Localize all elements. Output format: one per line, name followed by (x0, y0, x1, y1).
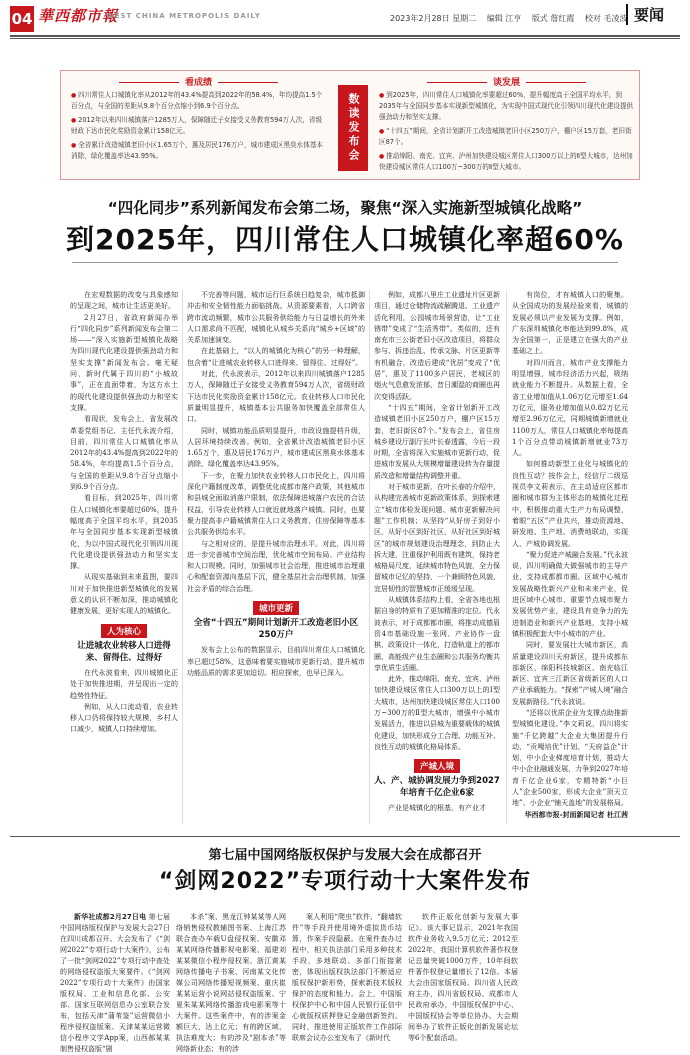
masthead-rule-thin (10, 38, 680, 39)
column-divider (369, 290, 370, 824)
issue-date: 2023年2月28日 星期二 (390, 14, 477, 23)
paragraph: 看目标，到2025年，四川常住人口城镇化率要超过60%，提升幅度高于全国平均水平，到2035年与全国同步基本实现新型城镇化，为以中国式现代化引领四川现代化建设提供强劲动力和坚实支撑。 (70, 494, 178, 571)
article-column-4 (512, 290, 628, 824)
second-story-column-3 (292, 912, 402, 1046)
paragraph: 例如，从人口流动看，农业转移人口仍将保持较大规模，乡村人口减少，城镇人口持续增加。 (70, 702, 178, 734)
subheading-text: 让进城农业转移人口进得来、留得住、过得好 (77, 640, 171, 663)
subheading-text: 全省“十四五”期间计划新开工改造老旧小区250万户 (193, 618, 359, 641)
paragraph: 2月27日，省政府新闻办举行“四化同步”系列新闻发布会第二场——“深入实施新型城镇化战略 为四川现代化建设提供强劲动力和坚实支撑”新闻发布会。毫无疑问，新时代属于四川的“小城故事”，正在直面带着，为这方水土的现代化建设提供强劲动力和坚实支撑。 (70, 313, 178, 412)
headline-kicker: “四化同步”系列新闻发布会第二场，聚焦“深入实施新型城镇化战略” (107, 199, 583, 217)
paragraph: 不完善等问题，城市运行巨系统日趋复杂，城市抵御冲击和安全韧性能力面临挑战。从资源要素看，人口跨省跨市流动频繁，城市公共服务供给能力与日益增长的外来人口需求尚不匹配，城镇化从城乡关系向“城乡+区域”的关系加速演变。 (187, 291, 365, 345)
paragraph: 对此，代永波表示，2012年以来四川城镇落户1285万人，保障随迁子女接受义务教育594万人次，省级财政下达市民化奖励资金累计158亿元。农业转移人口市民化质量明显提升，城镇基本公共服务加快覆盖全部常住人口。 (187, 370, 365, 424)
paragraph (60, 912, 170, 1055)
subheading-label: 城市更新 (253, 601, 299, 615)
article-column-1 (70, 290, 178, 824)
paper-logo: 華西都市報 (38, 7, 119, 25)
byline: 华西都市报-封面新闻记者 杜江茜 (524, 810, 628, 819)
paragraph: 在代永波看来，四川城镇化正处于加快推进期，并呈现出一定的趋势性特征。 (70, 668, 178, 700)
dateline: 新华社成都2月27日电 (74, 913, 147, 921)
paragraph: 本杀”案、黑龙江钟某某等人网络销售侵权教辅图书案、上海江苏联合查办车载U盘侵权案、安徽邓某某网络传播影视电影案、福建刘某某微信小程序侵权案、浙江黄某网络传播电子书案、河南某文化传媒公司网络传播短视频案、重庆崔某某运营小说网站侵权盗版案、宁夏朱某某网络传播游戏电影案等十大案件。这些案件中，有的涉案金额巨大，达上亿元；有的跨区域，执法难度大；有的涉及“剧本杀”等网络新业态；有的涉 (176, 913, 286, 1053)
column-divider (506, 290, 507, 824)
page-number: 04 (10, 6, 34, 32)
headline-rule (72, 262, 618, 263)
paragraph: 从现实基础到未来蓝图，要四川对于加快推进新型城镇化的发展意义的认识不断加深，推动城镇化健康发展，更好实现人的城镇化。 (70, 573, 178, 616)
main-headline: 到2025年，四川常住人口城镇化率超60% (66, 223, 624, 256)
layout-credit: 版式 詹红霞 (531, 14, 575, 23)
paragraph: “十四五”期间，全省计划新开工改造城镇老旧小区250万户，棚户区15万套，老旧街区87个。”发布会上，省住房城乡建设厅副厅长叶长春透露，今后一段时期，全省将深入实施城市更新行动，促进城市发展从大规模增量建设转为存量提质改造和增量结构调整并重。 (374, 403, 500, 480)
subheading (70, 624, 178, 664)
paragraph: 在此基础上，“以人的城镇化为核心”的另一种理解，包含着“让进城农业转移人口进得来、留得住、过得好”。 (187, 347, 365, 367)
subheading (187, 601, 365, 641)
development-column (379, 75, 634, 176)
paragraph: 此外，推动绵阳、南充、宜宾、泸州加快建设城区常住人口300万以上的Ⅰ型大城市，达州加快建设城区常住人口100万~300万的Ⅱ型大城市，增强中小城市发展活力，推进以县城为重要载体的城镇化建设，加快形成分工合理、功能互补、良性互动的城镇化格局体系。 (374, 675, 500, 751)
second-story-headline: “剑网2022”专项行动十大案件发布 (158, 869, 532, 894)
achievement-item: ● 四川常住人口城镇化率从2012年的43.4%提高到2022年的58.4%，年均提高1.5个百分点，与全国的差距从9.8个百分点缩小到6.9个百分点。 (71, 90, 326, 112)
achievement-item: ● 2012年以来四川城镇落户1285万人，保障随迁子女接受义务教育594万人次，省级财政下达市民化奖励资金累计158亿元。 (71, 115, 326, 137)
paragraph: 产业是城镇化的根基，有产业才 (388, 804, 486, 813)
masthead (0, 0, 690, 46)
data-summary-box (60, 70, 640, 180)
development-heading: 谈发展 (379, 75, 634, 88)
development-item: ● 到2025年，四川常住人口城镇化率要超过60%，提升幅度高于全国平均水平，到2035年与全国同步基本实现新型城镇化，为实现中国式现代化引领四川现代化建设提供强劲动力和坚实支撑。 (379, 90, 634, 123)
article-column-2 (187, 290, 365, 824)
second-story-column-1 (60, 912, 170, 1053)
paragraph: 对四川而言，城市产业支撑能力明显增强，城市经济活力兴起，吸纳就业能力不断提升。从数据上看，全省工业增加值从1.06万亿元增至1.64万亿元，服务业增加值从0.82万亿元增至2.96万亿元，同期城镇新增就业1100万人，常住人口城镇化率每提高1个百分点带动城镇新增就业73万人。 (512, 358, 628, 458)
development-item: ● “十四五”期间，全省计划新开工改造城镇老旧小区250万户，棚户区15万套，老旧街区87个。 (379, 126, 634, 148)
paragraph: 同时，城镇功能品质明显提升，市政设施提档升级，人居环境持续改善。例如，全省累计改造城镇老旧小区1.65万个，惠及居民176万户，城市建成区黑臭水体基本消除，绿化覆盖率达43.95%。 (187, 426, 365, 469)
subheading (374, 759, 500, 799)
paragraph: 发布会上公布的数据显示，目前四川常住人口城镇化率已超过58%，这意味着要实施城市更新行动，提升城市功能品质的需求更加迫切。相应探索，也早已深入。 (187, 646, 365, 677)
paragraph-text: 第七届中国网络版权保护与发展大会27日在四川成都召开。大会发布了《“剑网2022”专项行动十大案件》，公布了一批“剑网2022”专项行动中查处的网络侵权盗版大案要件。《“剑网2022”专项行动十大案件》由国家版权局、工业和信息化部、公安部、国家互联网信息办公室联合发布，包括天津“蒲苇鉴”运营微信小程序侵权盗版案、天津某某运营微信小程序文学App案，山西郝某某制售侵权盗版“剧 (60, 913, 170, 1053)
paragraph: 下一步，在聚力加快农业转移人口市民化上，四川将深化户籍制度改革，调整优化成都市落户政策，其他城市和县城全面取消落户限制，依法保障进城落户农民的合法权益，引导农业转移人口就近就地落户城镇。同时，也要聚力提高非户籍城镇常住人口义务教育、住房保障等基本公共服务供给水平。 (187, 471, 365, 537)
data-briefing-badge: 数读发布会 (338, 85, 368, 171)
paragraph: 案人利用“爬虫”软件、“翻墙软件”等手段并使用境外虚拟货币结算，作案手段隐蔽。在案件查办过程中，相关执法部门采用多种技术手段，多地联动、多部门衔接紧密，体现出版权执法部门不断适应版权保护新形势，探索新技术版权保护的态度和能力。会上，中国版权保护中心和中国人民银行征信中心就版权质押登记金融创新签约。同时，推进使用正版软件工作部际联席会议办公室发布了《新时代 (292, 913, 402, 1042)
article-column-3 (374, 290, 500, 824)
paragraph: 与之相对应的，是提升城市治理水平。对此，四川将进一步完善城市空间治理，优化城市空间布局、产业结构和人口规模。同时，加强城市社会治理，推进城市治理重心和配套资源向基层下沉，健全基层社会治理机制，加强社会矛盾的综合治理。 (187, 539, 365, 593)
paragraph: 软件正版化创新与发展大事记》。该大事记显示，2021年我国软件业务收入9.5万亿元；2012至2022年，我国计算机软件著作权登记总量突破1000万件，10年间软件著作权登记量增长了12倍。本届大会由国家版权局、四川省人民政府主办，四川省版权局、成都市人民政府承办，中国版权保护中心、中国版权协会等单位协办。大会期间举办了软件正版化创新发展论坛等6个配套活动。 (408, 913, 518, 1042)
paragraph: 例如，成都八里庄工业遗址片区更新项目，通过仓储物流疏解腾退、工业遗产活化利用，公园城市场景营造，让“工业锈带”变成了“生活秀带”。类似的，还有南充市三公街老旧小区改造项目，将群众参与、拆违治乱、传承文脉、片区更新等有机融合，改造后建成“优居”变成了“优居”，惠及了1100多户居民，老城区的烟火气息愈发浓郁，昔日潮湿的商圈也再次变得活跃。 (374, 291, 500, 401)
column-divider (182, 290, 183, 824)
achievement-item: ● 全省累计改造城镇老旧小区1.65万个，惠及居民176万户，城市建成区黑臭水体基本消除，绿化覆盖率达43.95%。 (71, 140, 326, 162)
paragraph: 对于城市更新，在叶长春的介绍中，从构建完善城市更新政策体系，到探索建立“城市体检发现问题、城市更新解决问题”工作机制；从坚持“从好房子到好小区，从好小区到好社区，从好社区到好城区”的城市规划建设治理理念，到防止大拆大建，注重保护利用既有建筑，保持老城格局尺度，延续城市特色风貌，全力保留城市记忆的坚持，一个兼顾特色风貌、宜居韧性的智慧城市正缓缓呈现。 (374, 483, 500, 593)
paragraph: 有岗位，才有城镇人口的聚集。从全国成功的发展经验来看，城镇的发展必须以产业发展为支撑。例如，广东深圳城镇化率能达到99.8%，成为全国第一，正是建立在强大的产业基础之上。 (512, 291, 628, 356)
development-item: ● 推动绵阳、南充、宜宾、泸州加快建设城区常住人口300万以上的Ⅱ型大城市，达州加快建设城区常住人口100万~300万的Ⅱ型大城市。 (379, 151, 634, 173)
paragraph: 看现状，发布会上，省发展改革委党组书记、主任代永波介绍，目前，四川常住人口城镇化率从2012年的43.4%提高到2022年的58.4%，年均提高1.5个百分点，与全国的差距从9.8个百分点缩小到6.9个百分点。 (70, 415, 178, 492)
paragraph: “还将以优质企业为支撑点助推新型城镇化建设。”李文莉说，四川将实施“千亿跨越”大企业大集团提升行动、“贡嘎培优”计划、“天府益企”计划，中小企业梯度培育计划，推动大中小企业融通发展，力争到2027年培育千亿企业6家，专精特新“小巨人”企业500家，形成大企业”顶天立地”、小企业“铺天盖地”的发展格局。 (512, 708, 628, 808)
paragraph: 如何推动新型工业化与城镇化的良性互动？按作会上，经信厅二级巡视员李文莉表示，在主动适应区都市圈和城市群为主体形态的城镇化过程中，积极推动重大生产力布局调整，着眼“五区”产业共兴，推动资源地、研发地、生产地、消费地联动，实现人、产城协调发展。 (512, 460, 628, 548)
masthead-rule (10, 35, 680, 37)
issue-meta (390, 13, 635, 24)
paragraph: 从城镇体系结构上看，全省各地也根据自身的特质有了更加精准的定位。代永波表示，对于成都都市圈，将推动成德眉资4市基础设施一张网、产业协作一盘棋、政策设计一体化，打造轨道上的都市圈、高能级产业生态圈和公共服务均衡共享优质生活圈。 (374, 596, 500, 672)
paper-logo-en: WEST CHINA METROPOLIS DAILY (106, 12, 261, 20)
achievements-column (71, 75, 326, 165)
second-story-column-4 (408, 912, 518, 1046)
section-title: 要闻 (626, 4, 664, 25)
achievements-heading: 看成绩 (71, 75, 326, 88)
paragraph: “聚力促进产城融合发展。”代永波说，四川明确做大做强城市的主导产业，支持成都都市圈、区域中心城市发展战略性新兴产业和未来产业，促进区域中心城市、重要节点城市聚力发展优势产业，建设具有竞争力的先进制造业和新兴产业基地，支持小城镇积极配套大中小城市的产业。 (512, 550, 628, 638)
proof-credit: 校对 毛凌波 (584, 14, 628, 23)
story-divider (10, 836, 680, 837)
paragraph: 在宏观数据的改变与具象感知的呈现之间，城市让生活更美好。 (70, 291, 178, 311)
second-story-kicker: 第七届中国网络版权保护与发展大会在成都召开 (208, 848, 482, 863)
subheading-label: 产城人境 (414, 759, 460, 773)
subheading-label: 人为核心 (101, 624, 147, 638)
editor-credit: 编辑 江亨 (486, 14, 522, 23)
second-story-column-2 (176, 912, 286, 1053)
subheading-text: 人、产、城协调发展力争到2027年培育千亿企业6家 (374, 776, 500, 799)
paragraph: 同时，要发展壮大城市新区，高质量建设四川天府新区，提升成都东部新区、绵阳科技城新区、南充临江新区、宜宾三江新区省级新区的人口产业承载能力。“探索”产城人境”融合发展新路径。”代永波说。 (512, 641, 628, 706)
